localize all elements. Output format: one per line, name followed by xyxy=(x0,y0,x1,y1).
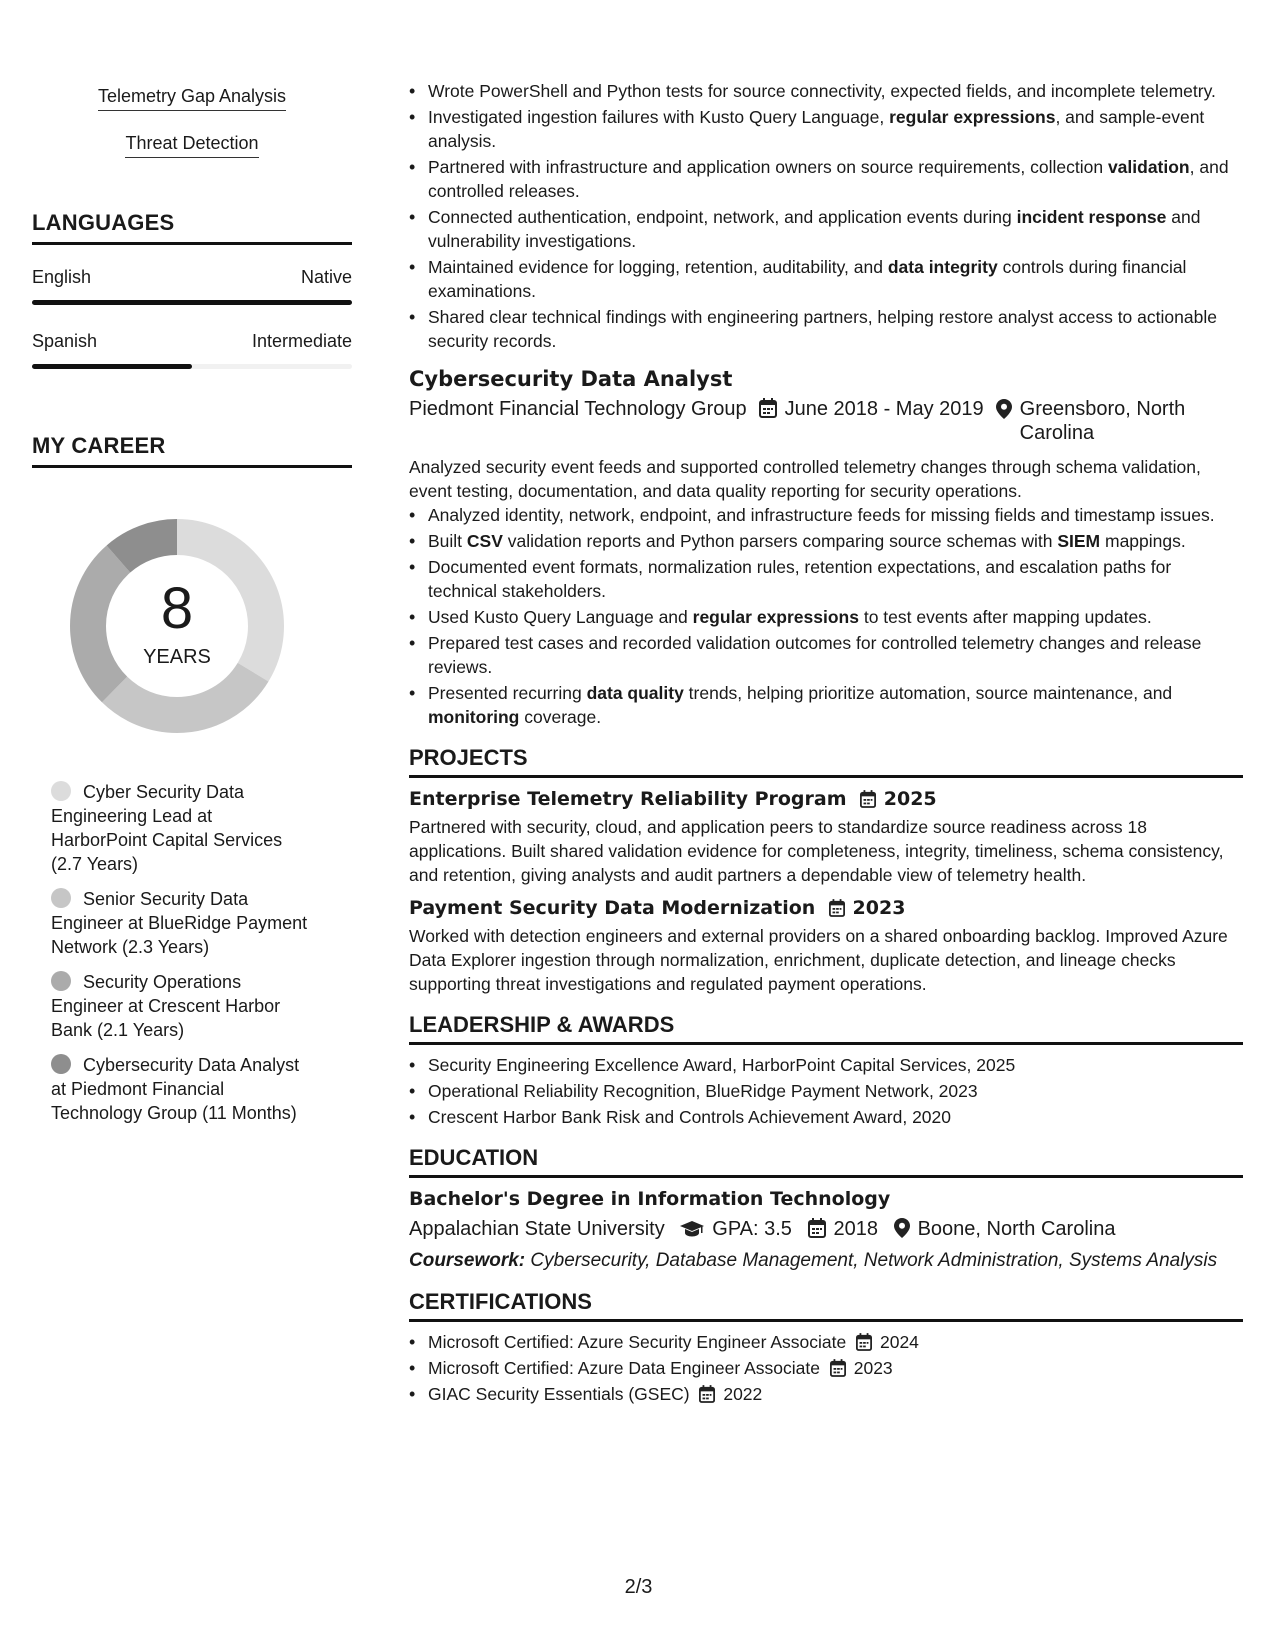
certifications-heading: CERTIFICATIONS xyxy=(409,1289,1243,1322)
bullet-keyword: monitoring xyxy=(428,707,520,727)
certification-item xyxy=(409,1382,1243,1406)
skill-tag: Telemetry Gap Analysis xyxy=(98,86,286,111)
language-level: Intermediate xyxy=(251,331,352,351)
languages-section xyxy=(32,210,352,369)
project-title: Enterprise Telemetry Reliability Program xyxy=(409,788,847,810)
bullet-text: , and sample-event analysis. xyxy=(428,107,1205,151)
career-legend-item xyxy=(51,1053,312,1125)
certification-year: 2022 xyxy=(723,1384,763,1404)
career-legend-item xyxy=(51,970,312,1042)
career-legend xyxy=(32,780,312,1125)
calendar-icon xyxy=(699,1385,715,1403)
calendar-icon xyxy=(829,899,845,917)
legend-swatch xyxy=(51,781,71,801)
bullet-text: mappings. xyxy=(1100,531,1186,551)
coursework-list: Cybersecurity, Database Management, Network Administration, Systems Analysis xyxy=(530,1250,1218,1271)
certification-name: GIAC Security Essentials (GSEC) xyxy=(428,1384,690,1404)
bullet-text: trends, helping prioritize automation, source maintenance, and xyxy=(683,683,1173,703)
bullet-keyword: data quality xyxy=(586,683,684,703)
graduation-year: 2018 xyxy=(833,1218,878,1240)
bullet-text: Investigated ingestion failures with Kusto Query Language, xyxy=(428,107,890,127)
language-name: Spanish xyxy=(32,331,98,351)
bullet-item xyxy=(409,205,1243,253)
graduation-cap-icon xyxy=(680,1220,704,1238)
main-content xyxy=(409,79,1243,1408)
coursework xyxy=(409,1249,1243,1273)
bullet-item xyxy=(409,681,1243,729)
project-description: Worked with detection engineers and external providers on a shared onboarding backlog. Improved Azure Data Explorer ingestion through normalization, enrichment, duplicate detection, and lineage checks supporting threat investigations and regulated payment operations. xyxy=(409,926,1228,994)
certification-name: Microsoft Certified: Azure Data Engineer Associate xyxy=(428,1358,820,1378)
bullet-text: Wrote PowerShell and Python tests for source connectivity, expected fields, and incomplete telemetry. xyxy=(428,81,1216,101)
language-level: Native xyxy=(300,267,352,287)
bullet-text: , and controlled releases. xyxy=(428,157,1229,201)
awards-list xyxy=(409,1053,1243,1129)
job-company: Piedmont Financial Technology Group xyxy=(409,398,747,420)
bullet-keyword: regular expressions xyxy=(692,607,859,627)
bullet-item xyxy=(409,79,1243,103)
job-dates: June 2018 - May 2019 xyxy=(784,398,984,420)
career-section xyxy=(32,433,352,1125)
bullet-item xyxy=(409,105,1243,153)
legend-label: Security Operations Engineer at Crescent Harbor Bank (2.1 Years) xyxy=(51,972,281,1040)
bullet-text: and vulnerability investigations. xyxy=(428,207,1201,251)
award-item: • Security Engineering Excellence Award, HarborPoint Capital Services, 2025 xyxy=(409,1053,1243,1077)
calendar-icon xyxy=(830,1359,846,1377)
coursework-label: Coursework: xyxy=(409,1250,526,1271)
calendar-icon xyxy=(856,1333,872,1351)
awards-heading: LEADERSHIP & AWARDS xyxy=(409,1012,1243,1045)
bullet-item xyxy=(409,305,1243,353)
bullet-item xyxy=(409,255,1243,303)
bullet-text: Prepared test cases and recorded validation outcomes for controlled telemetry changes and release reviews. xyxy=(428,633,1202,677)
legend-label: Senior Security Data Engineer at BlueRidge Payment Network (2.3 Years) xyxy=(51,889,308,957)
career-legend-item xyxy=(51,780,312,876)
projects-section xyxy=(409,745,1243,996)
map-pin-icon xyxy=(996,399,1012,419)
job-summary: Analyzed security event feeds and supported controlled telemetry changes through schema validation, event testing, documentation, and data quality reporting for security operations. xyxy=(409,457,1201,501)
bullet-text: Partnered with infrastructure and application owners on source requirements, collection xyxy=(428,157,1108,177)
map-pin-icon xyxy=(894,1218,910,1238)
education-meta xyxy=(409,1218,1243,1241)
project-year: 2023 xyxy=(852,897,906,919)
school-location: Boone, North Carolina xyxy=(917,1218,1116,1240)
degree-title: Bachelor's Degree in Information Technology xyxy=(409,1188,891,1210)
project-title: Payment Security Data Modernization xyxy=(409,897,816,919)
skill-tag: Threat Detection xyxy=(125,133,258,158)
certification-item xyxy=(409,1330,1243,1354)
bullet-keyword: validation xyxy=(1107,157,1190,177)
proficiency-bar xyxy=(32,300,352,305)
bullet-item xyxy=(409,503,1243,527)
bullet-keyword: CSV xyxy=(466,531,503,551)
award-item: • Crescent Harbor Bank Risk and Controls Achievement Award, 2020 xyxy=(409,1105,1243,1129)
legend-swatch xyxy=(51,888,71,908)
proficiency-fill xyxy=(32,364,192,369)
gpa: GPA: 3.5 xyxy=(712,1218,792,1240)
career-donut-chart xyxy=(59,508,295,744)
projects-list xyxy=(409,788,1243,996)
education-section xyxy=(409,1145,1243,1273)
bullet-item xyxy=(409,631,1243,679)
bullet-text: Connected authentication, endpoint, network, and application events during xyxy=(428,207,1017,227)
project-item xyxy=(409,897,1243,996)
award-item: • Operational Reliability Recognition, BlueRidge Payment Network, 2023 xyxy=(409,1079,1243,1103)
bullet-keyword: data integrity xyxy=(887,257,998,277)
page-number: 2/3 xyxy=(624,1576,653,1598)
projects-heading: PROJECTS xyxy=(409,745,1243,778)
awards-section xyxy=(409,1012,1243,1129)
bullet-text: controls during financial examinations. xyxy=(428,257,1187,301)
bullet-text: Built xyxy=(428,531,467,551)
certification-name: Microsoft Certified: Azure Security Engineer Associate xyxy=(428,1332,847,1352)
job-meta xyxy=(409,397,1243,445)
job-bullets xyxy=(409,503,1243,729)
legend-swatch xyxy=(51,1054,71,1074)
language-item xyxy=(32,267,352,305)
certification-year: 2024 xyxy=(879,1332,919,1352)
career-legend-item xyxy=(51,887,312,959)
legend-label: Cyber Security Data Engineering Lead at HarborPoint Capital Services (2.7 Years) xyxy=(51,782,283,874)
career-total-unit: YEARS xyxy=(143,646,211,668)
bullet-text: Documented event formats, normalization rules, retention expectations, and escalation paths for technical stakeholders. xyxy=(428,557,1172,601)
language-name: English xyxy=(32,267,92,287)
bullet-item xyxy=(409,555,1243,603)
bullet-text: coverage. xyxy=(519,707,602,727)
bullet-text: to test events after mapping updates. xyxy=(858,607,1152,627)
certification-year: 2023 xyxy=(853,1358,893,1378)
education-heading: EDUCATION xyxy=(409,1145,1243,1178)
project-description: Partnered with security, cloud, and application peers to standardize source readiness across 18 applications. Built shared validation evidence for completeness, integrity, timeliness, schema consistency, and retention, giving analysts and audit partners a dependable view of telemetry health. xyxy=(409,817,1224,885)
calendar-icon xyxy=(860,790,876,808)
bullet-text: Used Kusto Query Language and xyxy=(428,607,693,627)
bullet-item xyxy=(409,155,1243,203)
bullet-keyword: incident response xyxy=(1016,207,1167,227)
certification-item xyxy=(409,1356,1243,1380)
legend-label: Cybersecurity Data Analyst at Piedmont Financial Technology Group (11 Months) xyxy=(51,1055,300,1123)
project-year: 2025 xyxy=(883,788,937,810)
bullet-text: Shared clear technical findings with engineering partners, helping restore analyst access to actionable security records. xyxy=(428,307,1217,351)
calendar-icon xyxy=(808,1218,826,1238)
proficiency-fill xyxy=(32,300,352,305)
sidebar xyxy=(32,86,352,1136)
job-entry xyxy=(409,367,1243,729)
career-total-years: 8 xyxy=(160,576,194,641)
school-name: Appalachian State University xyxy=(409,1218,665,1240)
bullet-item xyxy=(409,529,1243,553)
legend-swatch xyxy=(51,971,71,991)
job-location: Greensboro, North Carolina xyxy=(1019,398,1186,444)
bullet-text: Analyzed identity, network, endpoint, and infrastructure feeds for missing fields and timestamp issues. xyxy=(428,505,1215,525)
certifications-list xyxy=(409,1330,1243,1406)
bullet-keyword: SIEM xyxy=(1057,531,1101,551)
previous-job-bullets xyxy=(409,79,1243,353)
project-item xyxy=(409,788,1243,887)
job-title: Cybersecurity Data Analyst xyxy=(409,367,733,391)
bullet-text: Presented recurring xyxy=(428,683,587,703)
bullet-item xyxy=(409,605,1243,629)
career-heading: MY CAREER xyxy=(32,433,352,468)
bullet-text: validation reports and Python parsers comparing source schemas with xyxy=(502,531,1058,551)
bullet-keyword: regular expressions xyxy=(889,107,1056,127)
proficiency-bar xyxy=(32,364,352,369)
bullet-text: Maintained evidence for logging, retention, auditability, and xyxy=(428,257,888,277)
languages-heading: LANGUAGES xyxy=(32,210,352,245)
calendar-icon xyxy=(759,398,777,418)
language-item xyxy=(32,331,352,369)
certifications-section xyxy=(409,1289,1243,1406)
